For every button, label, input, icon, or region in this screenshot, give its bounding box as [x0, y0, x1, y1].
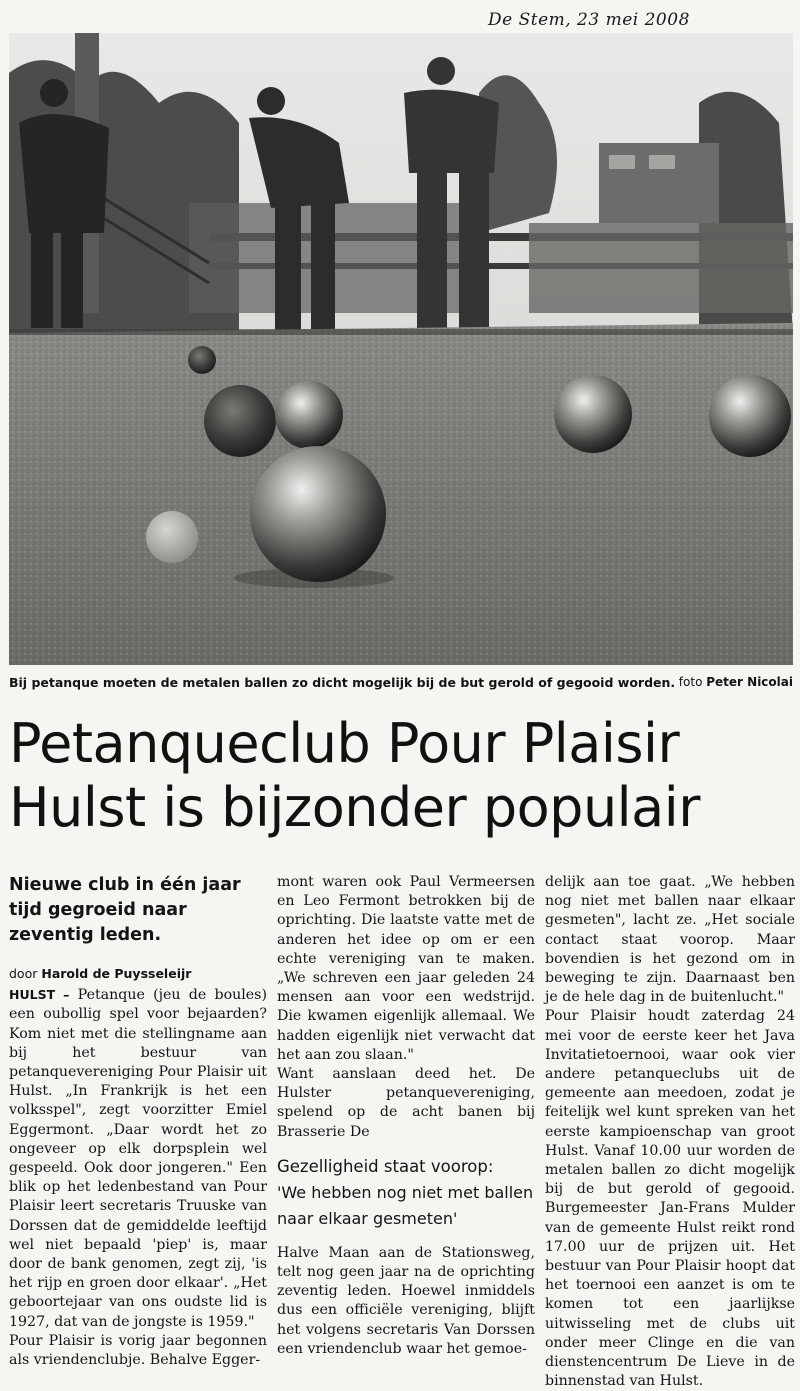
byline-author: Harold de Puysseleijr [41, 966, 192, 981]
article-column-1 [9, 873, 267, 1370]
byline [9, 964, 267, 983]
handwritten-source-note: De Stem, 23 mei 2008 [488, 10, 690, 30]
paragraph [9, 985, 267, 1332]
petanque-photo [9, 33, 793, 665]
caption-text: Bij petanque moeten de metalen ballen zo dicht mogelijk bij de but gerold of gegooid worden. [9, 674, 676, 690]
article-photo [9, 33, 793, 665]
paragraph: Halve Maan aan de Stationsweg, telt nog geen jaar na de oprichting zeventig leden. Hoewel inmiddels dus een officiële vereniging, blijft het volgens secretaris Van Dorssen een vriendenclub waar het gemoe- [277, 1244, 535, 1357]
paragraph: mont waren ook Paul Vermeersen en Leo Fermont betrokken bij de oprichting. Die laatste vatte met de anderen het idee op om er een echte vereniging van te maken. „We schreven een jaar geleden 24 mensen aan voor een wedstrijd. Die kwamen eigenlijk allemaal. We hadden eigenlijk niet verwacht dat het aan zou slaan." [277, 874, 535, 1063]
article-deck: Nieuwe club in één jaar tijd gegroeid naar zeventig leden. [9, 875, 241, 945]
article-column-3 [545, 873, 795, 1391]
byline-prefix: door [9, 966, 38, 981]
article-column-2 [277, 873, 535, 1359]
credit-prefix: foto [678, 675, 703, 689]
pull-quote [277, 1154, 535, 1232]
paragraph: Pour Plaisir is vorig jaar begonnen als vriendenclubje. Behalve Egger- [9, 1332, 267, 1369]
photo-credit [679, 675, 793, 689]
photo-caption [9, 672, 793, 692]
pull-quote-heading: Gezelligheid staat voorop: [277, 1156, 494, 1176]
paragraph: Want aanslaan deed het. De Hulster petanquevereniging, spelend op de acht banen bij Brasserie De [277, 1066, 535, 1140]
headline-line-2: Hulst is bijzonder populair [9, 776, 700, 839]
pull-quote-text: 'We hebben nog niet met ballen naar elkaar gesmeten' [277, 1182, 534, 1228]
dateline: HULST – [9, 987, 70, 1003]
paragraph: delijk aan toe gaat. „We hebben nog niet met ballen naar elkaar gesmeten", lacht ze. „Het sociale contact staat voorop. Maar bovendien is het gezond om in beweging te zijn. Daarnaast ben je de hele dag in de buitenlucht." [545, 874, 795, 1006]
credit-name: Peter Nicolai [706, 675, 793, 689]
paragraph-text: Petanque (jeu de boules) een oubollig spel voor bejaarden? Kom niet met die stellingname aan bij het bestuur van petanquevereniging Pour Plaisir uit Hulst. „In Frankrijk is het een volksspel", zegt voorzitter Emiel Eggermont. „Daar wordt het zo ongeveer op elk dorpsplein wel gespeeld. Ook door jongeren." Een blik op het ledenbestand van Pour Plaisir leert secretaris Truuske van Dorssen dat de gemiddelde leeftijd wel niet bepaald 'piep' is, maar door de bank genomen, zegt zij, 'is het rijp en groen door elkaar'. „Het geboortejaar van ons oudste lid is 1927, dat van de jongste is 1959." [9, 987, 267, 1330]
headline-line-1: Petanqueclub Pour Plaisir [9, 712, 680, 775]
article-headline [9, 712, 799, 840]
paragraph: Pour Plaisir houdt zaterdag 24 mei voor de eerste keer het Java Invitatietoernooi, waar ook vier andere petanqueclubs uit de gemeente aan meedoen, zodat je feitelijk wel kunt spreken van het eerste kampioenschap van groot Hulst. Vanaf 10.00 uur worden de metalen ballen zo dicht mogelijk bij de but gerold of gegooid. Burgemeester Jan-Frans Mulder van de gemeente Hulst reikt rond 17.00 uur de prijzen uit. Het bestuur van Pour Plaisir hoopt dat het toernooi een aanzet is om te komen tot een jaarlijkse uitwisseling met de clubs uit onder meer Clinge en die van dienstencentrum De Lieve in de binnenstad van Hulst. [545, 1008, 795, 1390]
